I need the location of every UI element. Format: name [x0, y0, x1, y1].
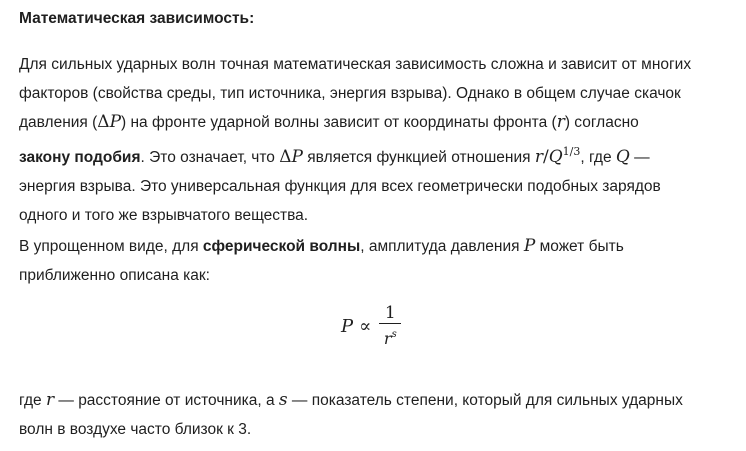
- text-run: давления (: [19, 114, 98, 131]
- text-run: — показатель степени, который для сильных ударных: [287, 392, 683, 409]
- math-energy: Q: [548, 147, 563, 167]
- math-delta: Δ: [97, 112, 110, 132]
- math-pressure: P: [523, 236, 536, 256]
- text-run: может быть: [535, 238, 624, 255]
- text-run: , амплитуда давления: [360, 238, 524, 255]
- denominator-base: r: [383, 328, 392, 348]
- math-radius: r: [556, 112, 565, 132]
- paragraph-line: [19, 386, 729, 415]
- paragraph-spherical-wave: [19, 232, 729, 290]
- paragraph-line: [19, 108, 729, 137]
- text-run: —: [629, 149, 650, 166]
- display-formula: [341, 300, 401, 352]
- math-exponent: 1/3: [562, 145, 581, 158]
- math-radius: r: [45, 390, 55, 410]
- text-run: является функцией отношения: [302, 149, 535, 166]
- text-run: ) согласно: [564, 114, 639, 131]
- math-energy: Q: [615, 147, 630, 167]
- paragraph-line: волн в воздухе часто близок к 3.: [19, 421, 252, 438]
- text-run: . Это означает, что: [140, 149, 280, 166]
- paragraph-line: приближенно описана как:: [19, 267, 210, 284]
- math-pressure: P: [109, 112, 122, 132]
- paragraph-similarity-law: [19, 50, 729, 230]
- text-run: ) на фронте ударной волны зависит от координаты фронта (: [121, 114, 557, 131]
- math-exponent-s: s: [278, 390, 288, 410]
- math-radius: r: [534, 147, 543, 167]
- text-run: — расстояние от источника, а: [54, 392, 279, 409]
- paragraph-line: одного и того же взрывчатого вещества.: [19, 207, 309, 224]
- text-run: где: [19, 392, 46, 409]
- bold-term-similarity-law: закону подобия: [19, 149, 141, 166]
- fraction-numerator: 1: [384, 302, 396, 323]
- bold-term-spherical-wave: сферической волны: [202, 238, 361, 255]
- formula-lhs: P: [341, 315, 354, 337]
- paragraph-line: факторов (свойства среды, тип источника, энергия взрыва). Однако в общем случае скачок: [19, 85, 681, 102]
- proportional-symbol: ∝: [359, 315, 372, 337]
- formula-fraction: [379, 303, 401, 350]
- math-slash: /: [542, 147, 549, 167]
- math-pressure: P: [291, 147, 303, 167]
- denominator-exponent: s: [391, 328, 397, 340]
- fraction-denominator: [384, 324, 397, 350]
- paragraph-definitions: [19, 386, 729, 444]
- paragraph-line: Для сильных ударных волн точная математическая зависимость сложна и зависит от многих: [19, 56, 692, 73]
- paragraph-line: энергия взрыва. Это универсальная функция для всех геометрически подобных зарядов: [19, 178, 661, 195]
- text-run: , где: [580, 149, 616, 166]
- section-heading: Математическая зависимость:: [19, 10, 255, 27]
- paragraph-line: [19, 232, 729, 261]
- paragraph-line: [19, 137, 729, 172]
- text-run: В упрощенном виде, для: [19, 238, 203, 255]
- math-delta: Δ: [279, 147, 292, 167]
